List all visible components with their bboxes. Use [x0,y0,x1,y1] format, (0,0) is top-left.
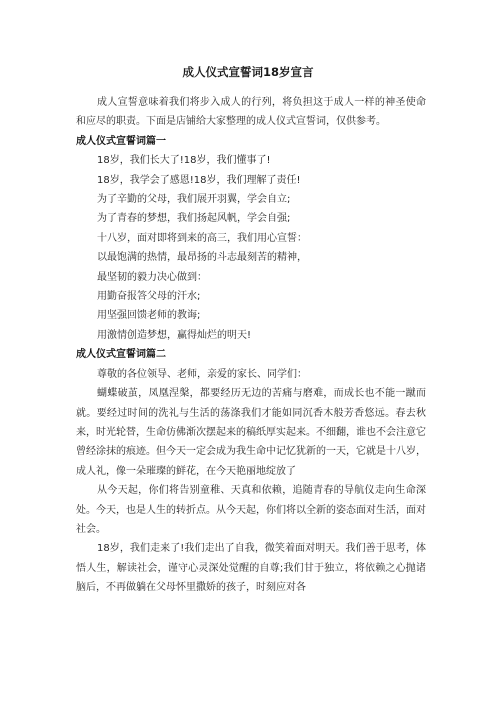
section1-line: 18岁，我们长大了!18岁，我们懂事了! [97,155,271,167]
section1-line: 用坚强回馈老师的教诲; [97,310,201,322]
section2-paragraph: 18岁，我们走来了!我们走出了自我，微笑着面对明天。我们善于思考，体悟人生，解读社会，谨守心灵深处觉醒的自尊;我们甘于独立，将依赖之心抛诸脑后，不再做躺在父母怀里撒娇的孩子，时刻应对各 [76,543,426,594]
intro-paragraph: 成人宣誓意味着我们将步入成人的行列，将负担这于成人一样的神圣使命和应尽的职责。下面是店铺给大家整理的成人仪式宣誓词，仅供参考。 [76,97,426,128]
document-title: 成人仪式宣誓词18岁宣言 [182,65,314,79]
document-body [76,93,426,598]
section-heading-2: 成人仪式宣誓词篇二 [76,349,166,361]
section1-line: 为了青春的梦想，我们扬起风帆，学会自强; [97,213,291,225]
section2-greeting: 尊敬的各位领导、老师，亲爱的家长、同学们： [97,368,307,380]
section1-line: 以最饱满的热情，最昂扬的斗志最刻苦的精神， [97,252,307,264]
section-heading-1: 成人仪式宣誓词篇一 [76,135,166,147]
section1-line: 最坚韧的毅力决心做到： [97,271,207,283]
section2-paragraph: 从今天起，你们将告别童稚、天真和依赖，追随青春的导航仪走向生命深处。今天，也是人生的转折点。从今天起，你们将以全新的姿态面对生活，面对社会。 [76,485,426,535]
section1-line: 为了辛勤的父母，我们展开羽翼，学会自立; [97,194,291,206]
section1-line: 用激情创造梦想，赢得灿烂的明天! [97,329,252,341]
section1-line: 18岁，我学会了感恩!18岁，我们理解了责任! [97,174,301,186]
section1-line: 用勤奋报答父母的汗水; [97,291,201,303]
section1-line: 十八岁，面对即将到来的高三，我们用心宣誓： [97,232,307,244]
section2-paragraph: 蝴蝶破茧，凤凰涅槃，都要经历无边的苦痛与磨难，而成长也不能一蹴而就。要经过时间的洗礼与生活的荡涤我们才能如同沉香木般芳香悠远。春去秋来，时光轮替，生命仿佛渐次摆起来的稿纸厚实起来。不细翻，谁也不会注意它曾经涂抹的痕迹。但今天一定会成为我生命中记忆犹新的一天，它就是十八岁，成人礼，像一朵璀璨的鲜花，在今天艳丽地绽放了 [76,388,426,477]
